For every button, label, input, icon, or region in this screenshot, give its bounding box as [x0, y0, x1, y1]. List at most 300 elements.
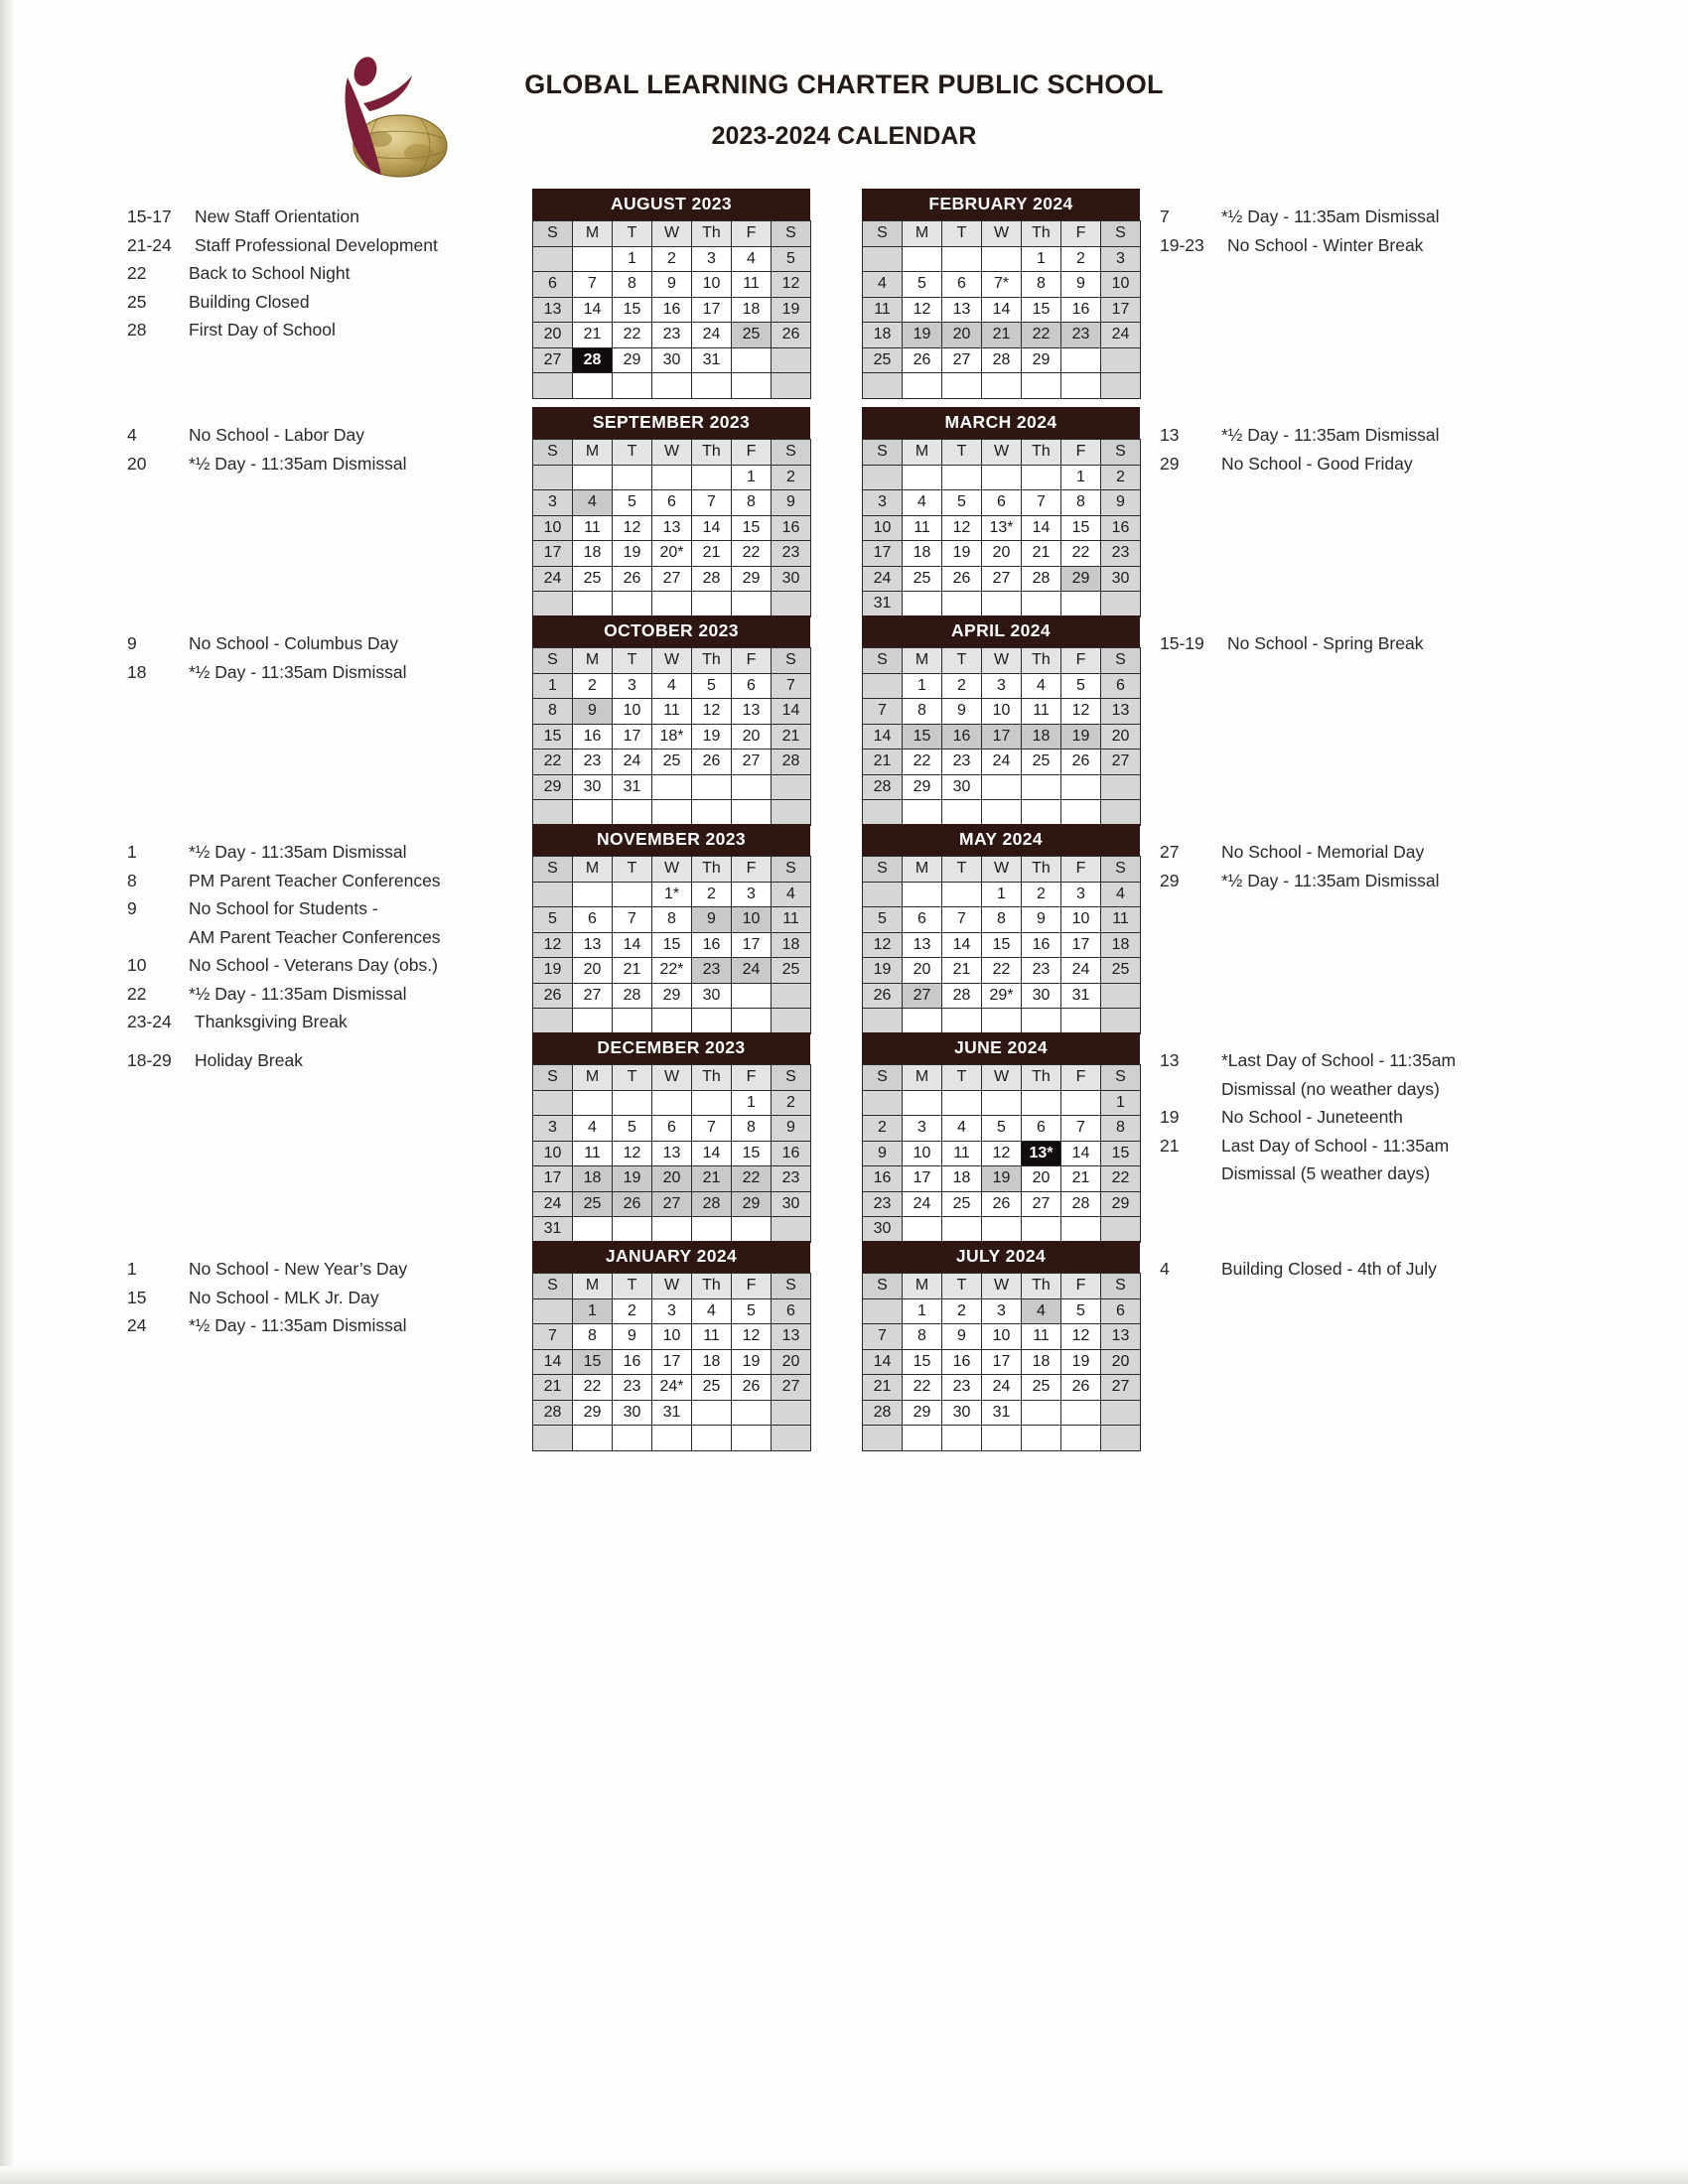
day-cell[interactable]: 19	[1061, 1349, 1101, 1375]
day-cell[interactable]: 10	[1101, 272, 1141, 298]
day-cell[interactable]: 20	[1101, 724, 1141, 750]
day-cell[interactable]: 26	[942, 566, 982, 592]
day-cell[interactable]: 9	[942, 699, 982, 725]
day-cell[interactable]: 7	[942, 907, 982, 933]
day-cell[interactable]: 13	[732, 699, 772, 725]
day-cell[interactable]: 23	[942, 1375, 982, 1401]
day-cell[interactable]: 29	[903, 774, 942, 800]
day-cell[interactable]: 24*	[652, 1375, 692, 1401]
day-cell[interactable]: 21	[692, 1166, 732, 1192]
day-cell[interactable]: 10	[863, 515, 903, 541]
day-cell[interactable]: 27	[772, 1375, 811, 1401]
day-cell[interactable]: 17	[982, 1349, 1022, 1375]
day-cell[interactable]: 29	[732, 566, 772, 592]
day-cell[interactable]: 22*	[652, 958, 692, 984]
day-cell[interactable]: 13	[652, 515, 692, 541]
day-cell[interactable]: 2	[942, 1298, 982, 1324]
day-cell[interactable]: 6	[1101, 673, 1141, 699]
day-cell[interactable]: 25	[863, 347, 903, 373]
day-cell[interactable]: 19	[692, 724, 732, 750]
day-cell[interactable]: 19	[863, 958, 903, 984]
day-cell[interactable]: 14	[533, 1349, 573, 1375]
day-cell[interactable]: 6	[652, 490, 692, 516]
day-cell[interactable]: 5	[903, 272, 942, 298]
day-cell[interactable]: 2	[1061, 246, 1101, 272]
day-cell[interactable]: 21	[1061, 1166, 1101, 1192]
day-cell[interactable]: 21	[942, 958, 982, 984]
day-cell[interactable]: 23	[1061, 323, 1101, 348]
day-cell[interactable]: 8	[1101, 1116, 1141, 1142]
day-cell[interactable]: 25	[732, 323, 772, 348]
day-cell[interactable]: 13	[573, 932, 613, 958]
day-cell[interactable]: 11	[863, 297, 903, 323]
day-cell[interactable]: 29	[1022, 347, 1061, 373]
day-cell[interactable]: 31	[982, 1400, 1022, 1426]
day-cell[interactable]: 28	[1061, 1191, 1101, 1217]
day-cell[interactable]: 23	[1022, 958, 1061, 984]
day-cell[interactable]: 27	[652, 566, 692, 592]
day-cell[interactable]: 13	[1101, 699, 1141, 725]
day-cell[interactable]: 20	[652, 1166, 692, 1192]
day-cell[interactable]: 28	[573, 347, 613, 373]
day-cell[interactable]: 27	[533, 347, 573, 373]
day-cell[interactable]: 25	[772, 958, 811, 984]
day-cell[interactable]: 21	[692, 541, 732, 567]
day-cell[interactable]: 30	[863, 1217, 903, 1243]
day-cell[interactable]: 30	[1022, 983, 1061, 1009]
day-cell[interactable]: 21	[863, 750, 903, 775]
day-cell[interactable]: 5	[692, 673, 732, 699]
day-cell[interactable]: 7	[573, 272, 613, 298]
day-cell[interactable]: 4	[732, 246, 772, 272]
day-cell[interactable]: 23	[1101, 541, 1141, 567]
day-cell[interactable]: 27	[652, 1191, 692, 1217]
day-cell[interactable]: 17	[1061, 932, 1101, 958]
day-cell[interactable]: 7	[692, 490, 732, 516]
day-cell[interactable]: 7*	[982, 272, 1022, 298]
day-cell[interactable]: 16	[1101, 515, 1141, 541]
day-cell[interactable]: 9	[1101, 490, 1141, 516]
day-cell[interactable]: 6	[772, 1298, 811, 1324]
day-cell[interactable]: 7	[1061, 1116, 1101, 1142]
day-cell[interactable]: 18	[772, 932, 811, 958]
day-cell[interactable]: 5	[1061, 673, 1101, 699]
day-cell[interactable]: 23	[652, 323, 692, 348]
day-cell[interactable]: 20	[772, 1349, 811, 1375]
day-cell[interactable]: 22	[573, 1375, 613, 1401]
day-cell[interactable]: 30	[772, 1191, 811, 1217]
day-cell[interactable]: 18	[942, 1166, 982, 1192]
day-cell[interactable]: 30	[573, 774, 613, 800]
day-cell[interactable]: 19	[982, 1166, 1022, 1192]
day-cell[interactable]: 7	[772, 673, 811, 699]
day-cell[interactable]: 14	[772, 699, 811, 725]
day-cell[interactable]: 27	[982, 566, 1022, 592]
day-cell[interactable]: 12	[903, 297, 942, 323]
day-cell[interactable]: 9	[772, 1116, 811, 1142]
day-cell[interactable]: 1	[613, 246, 652, 272]
day-cell[interactable]: 15	[573, 1349, 613, 1375]
day-cell[interactable]: 1	[732, 465, 772, 490]
day-cell[interactable]: 29*	[982, 983, 1022, 1009]
day-cell[interactable]: 20	[942, 323, 982, 348]
day-cell[interactable]: 4	[942, 1116, 982, 1142]
day-cell[interactable]: 16	[863, 1166, 903, 1192]
day-cell[interactable]: 15	[903, 1349, 942, 1375]
day-cell[interactable]: 26	[533, 983, 573, 1009]
day-cell[interactable]: 16	[573, 724, 613, 750]
day-cell[interactable]: 22	[732, 1166, 772, 1192]
day-cell[interactable]: 22	[982, 958, 1022, 984]
day-cell[interactable]: 19	[903, 323, 942, 348]
day-cell[interactable]: 9	[613, 1324, 652, 1350]
day-cell[interactable]: 1	[1101, 1090, 1141, 1116]
day-cell[interactable]: 25	[573, 566, 613, 592]
day-cell[interactable]: 8	[613, 272, 652, 298]
day-cell[interactable]: 6	[652, 1116, 692, 1142]
day-cell[interactable]: 18	[1022, 724, 1061, 750]
day-cell[interactable]: 11	[652, 699, 692, 725]
day-cell[interactable]: 28	[863, 1400, 903, 1426]
day-cell[interactable]: 19	[942, 541, 982, 567]
day-cell[interactable]: 12	[533, 932, 573, 958]
day-cell[interactable]: 29	[1061, 566, 1101, 592]
day-cell[interactable]: 9	[942, 1324, 982, 1350]
day-cell[interactable]: 7	[692, 1116, 732, 1142]
day-cell[interactable]: 28	[1022, 566, 1061, 592]
day-cell[interactable]: 16	[1022, 932, 1061, 958]
day-cell[interactable]: 25	[573, 1191, 613, 1217]
day-cell[interactable]: 2	[772, 1090, 811, 1116]
day-cell[interactable]: 15	[1061, 515, 1101, 541]
day-cell[interactable]: 3	[533, 1116, 573, 1142]
day-cell[interactable]: 26	[613, 566, 652, 592]
day-cell[interactable]: 13*	[982, 515, 1022, 541]
day-cell[interactable]: 25	[903, 566, 942, 592]
day-cell[interactable]: 2	[942, 673, 982, 699]
day-cell[interactable]: 18	[692, 1349, 732, 1375]
day-cell[interactable]: 19	[533, 958, 573, 984]
day-cell[interactable]: 9	[1022, 907, 1061, 933]
day-cell[interactable]: 16	[772, 1141, 811, 1166]
day-cell[interactable]: 5	[863, 907, 903, 933]
day-cell[interactable]: 23	[573, 750, 613, 775]
day-cell[interactable]: 24	[613, 750, 652, 775]
day-cell[interactable]: 2	[1101, 465, 1141, 490]
day-cell[interactable]: 20	[732, 724, 772, 750]
day-cell[interactable]: 7	[613, 907, 652, 933]
day-cell[interactable]: 5	[982, 1116, 1022, 1142]
day-cell[interactable]: 3	[692, 246, 732, 272]
day-cell[interactable]: 15	[533, 724, 573, 750]
day-cell[interactable]: 24	[732, 958, 772, 984]
day-cell[interactable]: 2	[863, 1116, 903, 1142]
day-cell[interactable]: 4	[573, 490, 613, 516]
day-cell[interactable]: 24	[863, 566, 903, 592]
day-cell[interactable]: 6	[732, 673, 772, 699]
day-cell[interactable]: 30	[1101, 566, 1141, 592]
day-cell[interactable]: 3	[863, 490, 903, 516]
day-cell[interactable]: 31	[613, 774, 652, 800]
day-cell[interactable]: 22	[1061, 541, 1101, 567]
day-cell[interactable]: 26	[772, 323, 811, 348]
day-cell[interactable]: 19	[732, 1349, 772, 1375]
day-cell[interactable]: 4	[1101, 882, 1141, 907]
day-cell[interactable]: 28	[613, 983, 652, 1009]
day-cell[interactable]: 5	[942, 490, 982, 516]
day-cell[interactable]: 10	[613, 699, 652, 725]
day-cell[interactable]: 29	[613, 347, 652, 373]
day-cell[interactable]: 7	[533, 1324, 573, 1350]
day-cell[interactable]: 31	[863, 592, 903, 617]
day-cell[interactable]: 5	[772, 246, 811, 272]
day-cell[interactable]: 20	[573, 958, 613, 984]
day-cell[interactable]: 4	[772, 882, 811, 907]
day-cell[interactable]: 9	[772, 490, 811, 516]
day-cell[interactable]: 23	[692, 958, 732, 984]
day-cell[interactable]: 4	[652, 673, 692, 699]
day-cell[interactable]: 6	[1101, 1298, 1141, 1324]
day-cell[interactable]: 27	[732, 750, 772, 775]
day-cell[interactable]: 17	[613, 724, 652, 750]
day-cell[interactable]: 15	[652, 932, 692, 958]
day-cell[interactable]: 12	[1061, 1324, 1101, 1350]
day-cell[interactable]: 17	[732, 932, 772, 958]
day-cell[interactable]: 23	[772, 541, 811, 567]
day-cell[interactable]: 1	[732, 1090, 772, 1116]
day-cell[interactable]: 14	[1061, 1141, 1101, 1166]
day-cell[interactable]: 1	[1061, 465, 1101, 490]
day-cell[interactable]: 11	[1022, 1324, 1061, 1350]
day-cell[interactable]: 13	[942, 297, 982, 323]
day-cell[interactable]: 26	[732, 1375, 772, 1401]
day-cell[interactable]: 11	[942, 1141, 982, 1166]
day-cell[interactable]: 24	[903, 1191, 942, 1217]
day-cell[interactable]: 25	[1022, 1375, 1061, 1401]
day-cell[interactable]: 16	[1061, 297, 1101, 323]
day-cell[interactable]: 31	[533, 1217, 573, 1243]
day-cell[interactable]: 28	[863, 774, 903, 800]
day-cell[interactable]: 3	[982, 673, 1022, 699]
day-cell[interactable]: 3	[903, 1116, 942, 1142]
day-cell[interactable]: 20	[982, 541, 1022, 567]
day-cell[interactable]: 17	[533, 1166, 573, 1192]
day-cell[interactable]: 26	[1061, 750, 1101, 775]
day-cell[interactable]: 24	[1061, 958, 1101, 984]
day-cell[interactable]: 24	[692, 323, 732, 348]
day-cell[interactable]: 15	[1022, 297, 1061, 323]
day-cell[interactable]: 15	[732, 515, 772, 541]
day-cell[interactable]: 16	[613, 1349, 652, 1375]
day-cell[interactable]: 6	[1022, 1116, 1061, 1142]
day-cell[interactable]: 4	[573, 1116, 613, 1142]
day-cell[interactable]: 6	[533, 272, 573, 298]
day-cell[interactable]: 30	[652, 347, 692, 373]
day-cell[interactable]: 25	[1101, 958, 1141, 984]
day-cell[interactable]: 20	[533, 323, 573, 348]
day-cell[interactable]: 28	[533, 1400, 573, 1426]
day-cell[interactable]: 8	[1061, 490, 1101, 516]
day-cell[interactable]: 19	[772, 297, 811, 323]
day-cell[interactable]: 26	[863, 983, 903, 1009]
day-cell[interactable]: 18	[732, 297, 772, 323]
day-cell[interactable]: 21	[863, 1375, 903, 1401]
day-cell[interactable]: 19	[1061, 724, 1101, 750]
day-cell[interactable]: 14	[863, 724, 903, 750]
day-cell[interactable]: 13	[533, 297, 573, 323]
day-cell[interactable]: 12	[982, 1141, 1022, 1166]
day-cell[interactable]: 28	[692, 1191, 732, 1217]
day-cell[interactable]: 27	[903, 983, 942, 1009]
day-cell[interactable]: 29	[732, 1191, 772, 1217]
day-cell[interactable]: 29	[573, 1400, 613, 1426]
day-cell[interactable]: 24	[1101, 323, 1141, 348]
day-cell[interactable]: 9	[692, 907, 732, 933]
day-cell[interactable]: 7	[863, 699, 903, 725]
day-cell[interactable]: 10	[533, 515, 573, 541]
day-cell[interactable]: 14	[1022, 515, 1061, 541]
day-cell[interactable]: 15	[982, 932, 1022, 958]
day-cell[interactable]: 8	[903, 1324, 942, 1350]
day-cell[interactable]: 28	[982, 347, 1022, 373]
day-cell[interactable]: 17	[903, 1166, 942, 1192]
day-cell[interactable]: 22	[533, 750, 573, 775]
day-cell[interactable]: 29	[903, 1400, 942, 1426]
day-cell[interactable]: 11	[1101, 907, 1141, 933]
day-cell[interactable]: 12	[942, 515, 982, 541]
day-cell[interactable]: 22	[903, 750, 942, 775]
day-cell[interactable]: 27	[1022, 1191, 1061, 1217]
day-cell[interactable]: 24	[982, 750, 1022, 775]
day-cell[interactable]: 17	[1101, 297, 1141, 323]
day-cell[interactable]: 5	[613, 490, 652, 516]
day-cell[interactable]: 23	[942, 750, 982, 775]
day-cell[interactable]: 21	[1022, 541, 1061, 567]
day-cell[interactable]: 15	[613, 297, 652, 323]
day-cell[interactable]: 5	[732, 1298, 772, 1324]
day-cell[interactable]: 21	[613, 958, 652, 984]
day-cell[interactable]: 14	[692, 1141, 732, 1166]
day-cell[interactable]: 28	[692, 566, 732, 592]
day-cell[interactable]: 20	[903, 958, 942, 984]
day-cell[interactable]: 25	[942, 1191, 982, 1217]
day-cell[interactable]: 3	[982, 1298, 1022, 1324]
day-cell[interactable]: 4	[1022, 673, 1061, 699]
day-cell[interactable]: 5	[613, 1116, 652, 1142]
day-cell[interactable]: 8	[652, 907, 692, 933]
day-cell[interactable]: 3	[1101, 246, 1141, 272]
day-cell[interactable]: 18	[903, 541, 942, 567]
day-cell[interactable]: 20	[1101, 1349, 1141, 1375]
day-cell[interactable]: 10	[692, 272, 732, 298]
day-cell[interactable]: 13	[772, 1324, 811, 1350]
day-cell[interactable]: 26	[982, 1191, 1022, 1217]
day-cell[interactable]: 29	[1101, 1191, 1141, 1217]
day-cell[interactable]: 1	[982, 882, 1022, 907]
day-cell[interactable]: 10	[1061, 907, 1101, 933]
day-cell[interactable]: 27	[573, 983, 613, 1009]
day-cell[interactable]: 6	[903, 907, 942, 933]
day-cell[interactable]: 1	[573, 1298, 613, 1324]
day-cell[interactable]: 12	[732, 1324, 772, 1350]
day-cell[interactable]: 22	[903, 1375, 942, 1401]
day-cell[interactable]: 18	[1101, 932, 1141, 958]
day-cell[interactable]: 13	[652, 1141, 692, 1166]
day-cell[interactable]: 6	[942, 272, 982, 298]
day-cell[interactable]: 14	[692, 515, 732, 541]
day-cell[interactable]: 1*	[652, 882, 692, 907]
day-cell[interactable]: 31	[692, 347, 732, 373]
day-cell[interactable]: 21	[533, 1375, 573, 1401]
day-cell[interactable]: 17	[863, 541, 903, 567]
day-cell[interactable]: 15	[732, 1141, 772, 1166]
day-cell[interactable]: 18*	[652, 724, 692, 750]
day-cell[interactable]: 2	[613, 1298, 652, 1324]
day-cell[interactable]: 29	[533, 774, 573, 800]
day-cell[interactable]: 1	[903, 1298, 942, 1324]
day-cell[interactable]: 30	[613, 1400, 652, 1426]
day-cell[interactable]: 11	[692, 1324, 732, 1350]
day-cell[interactable]: 26	[692, 750, 732, 775]
day-cell[interactable]: 17	[982, 724, 1022, 750]
day-cell[interactable]: 12	[613, 1141, 652, 1166]
day-cell[interactable]: 16	[652, 297, 692, 323]
day-cell[interactable]: 28	[942, 983, 982, 1009]
day-cell[interactable]: 2	[1022, 882, 1061, 907]
day-cell[interactable]: 1	[533, 673, 573, 699]
day-cell[interactable]: 26	[903, 347, 942, 373]
day-cell[interactable]: 4	[1022, 1298, 1061, 1324]
day-cell[interactable]: 15	[903, 724, 942, 750]
day-cell[interactable]: 13*	[1022, 1141, 1061, 1166]
day-cell[interactable]: 14	[863, 1349, 903, 1375]
day-cell[interactable]: 13	[903, 932, 942, 958]
day-cell[interactable]: 3	[533, 490, 573, 516]
day-cell[interactable]: 9	[652, 272, 692, 298]
day-cell[interactable]: 19	[613, 1166, 652, 1192]
day-cell[interactable]: 10	[652, 1324, 692, 1350]
day-cell[interactable]: 12	[863, 932, 903, 958]
day-cell[interactable]: 14	[982, 297, 1022, 323]
day-cell[interactable]: 25	[692, 1375, 732, 1401]
day-cell[interactable]: 28	[772, 750, 811, 775]
day-cell[interactable]: 17	[692, 297, 732, 323]
day-cell[interactable]: 3	[1061, 882, 1101, 907]
day-cell[interactable]: 8	[573, 1324, 613, 1350]
day-cell[interactable]: 30	[942, 774, 982, 800]
day-cell[interactable]: 5	[533, 907, 573, 933]
day-cell[interactable]: 19	[613, 541, 652, 567]
day-cell[interactable]: 8	[732, 1116, 772, 1142]
day-cell[interactable]: 16	[942, 724, 982, 750]
day-cell[interactable]: 14	[573, 297, 613, 323]
day-cell[interactable]: 4	[863, 272, 903, 298]
day-cell[interactable]: 12	[772, 272, 811, 298]
day-cell[interactable]: 22	[732, 541, 772, 567]
day-cell[interactable]: 3	[613, 673, 652, 699]
day-cell[interactable]: 12	[613, 515, 652, 541]
day-cell[interactable]: 8	[982, 907, 1022, 933]
day-cell[interactable]: 27	[942, 347, 982, 373]
day-cell[interactable]: 8	[732, 490, 772, 516]
day-cell[interactable]: 29	[652, 983, 692, 1009]
day-cell[interactable]: 11	[903, 515, 942, 541]
day-cell[interactable]: 16	[772, 515, 811, 541]
day-cell[interactable]: 16	[942, 1349, 982, 1375]
day-cell[interactable]: 31	[652, 1400, 692, 1426]
day-cell[interactable]: 23	[772, 1166, 811, 1192]
day-cell[interactable]: 30	[772, 566, 811, 592]
